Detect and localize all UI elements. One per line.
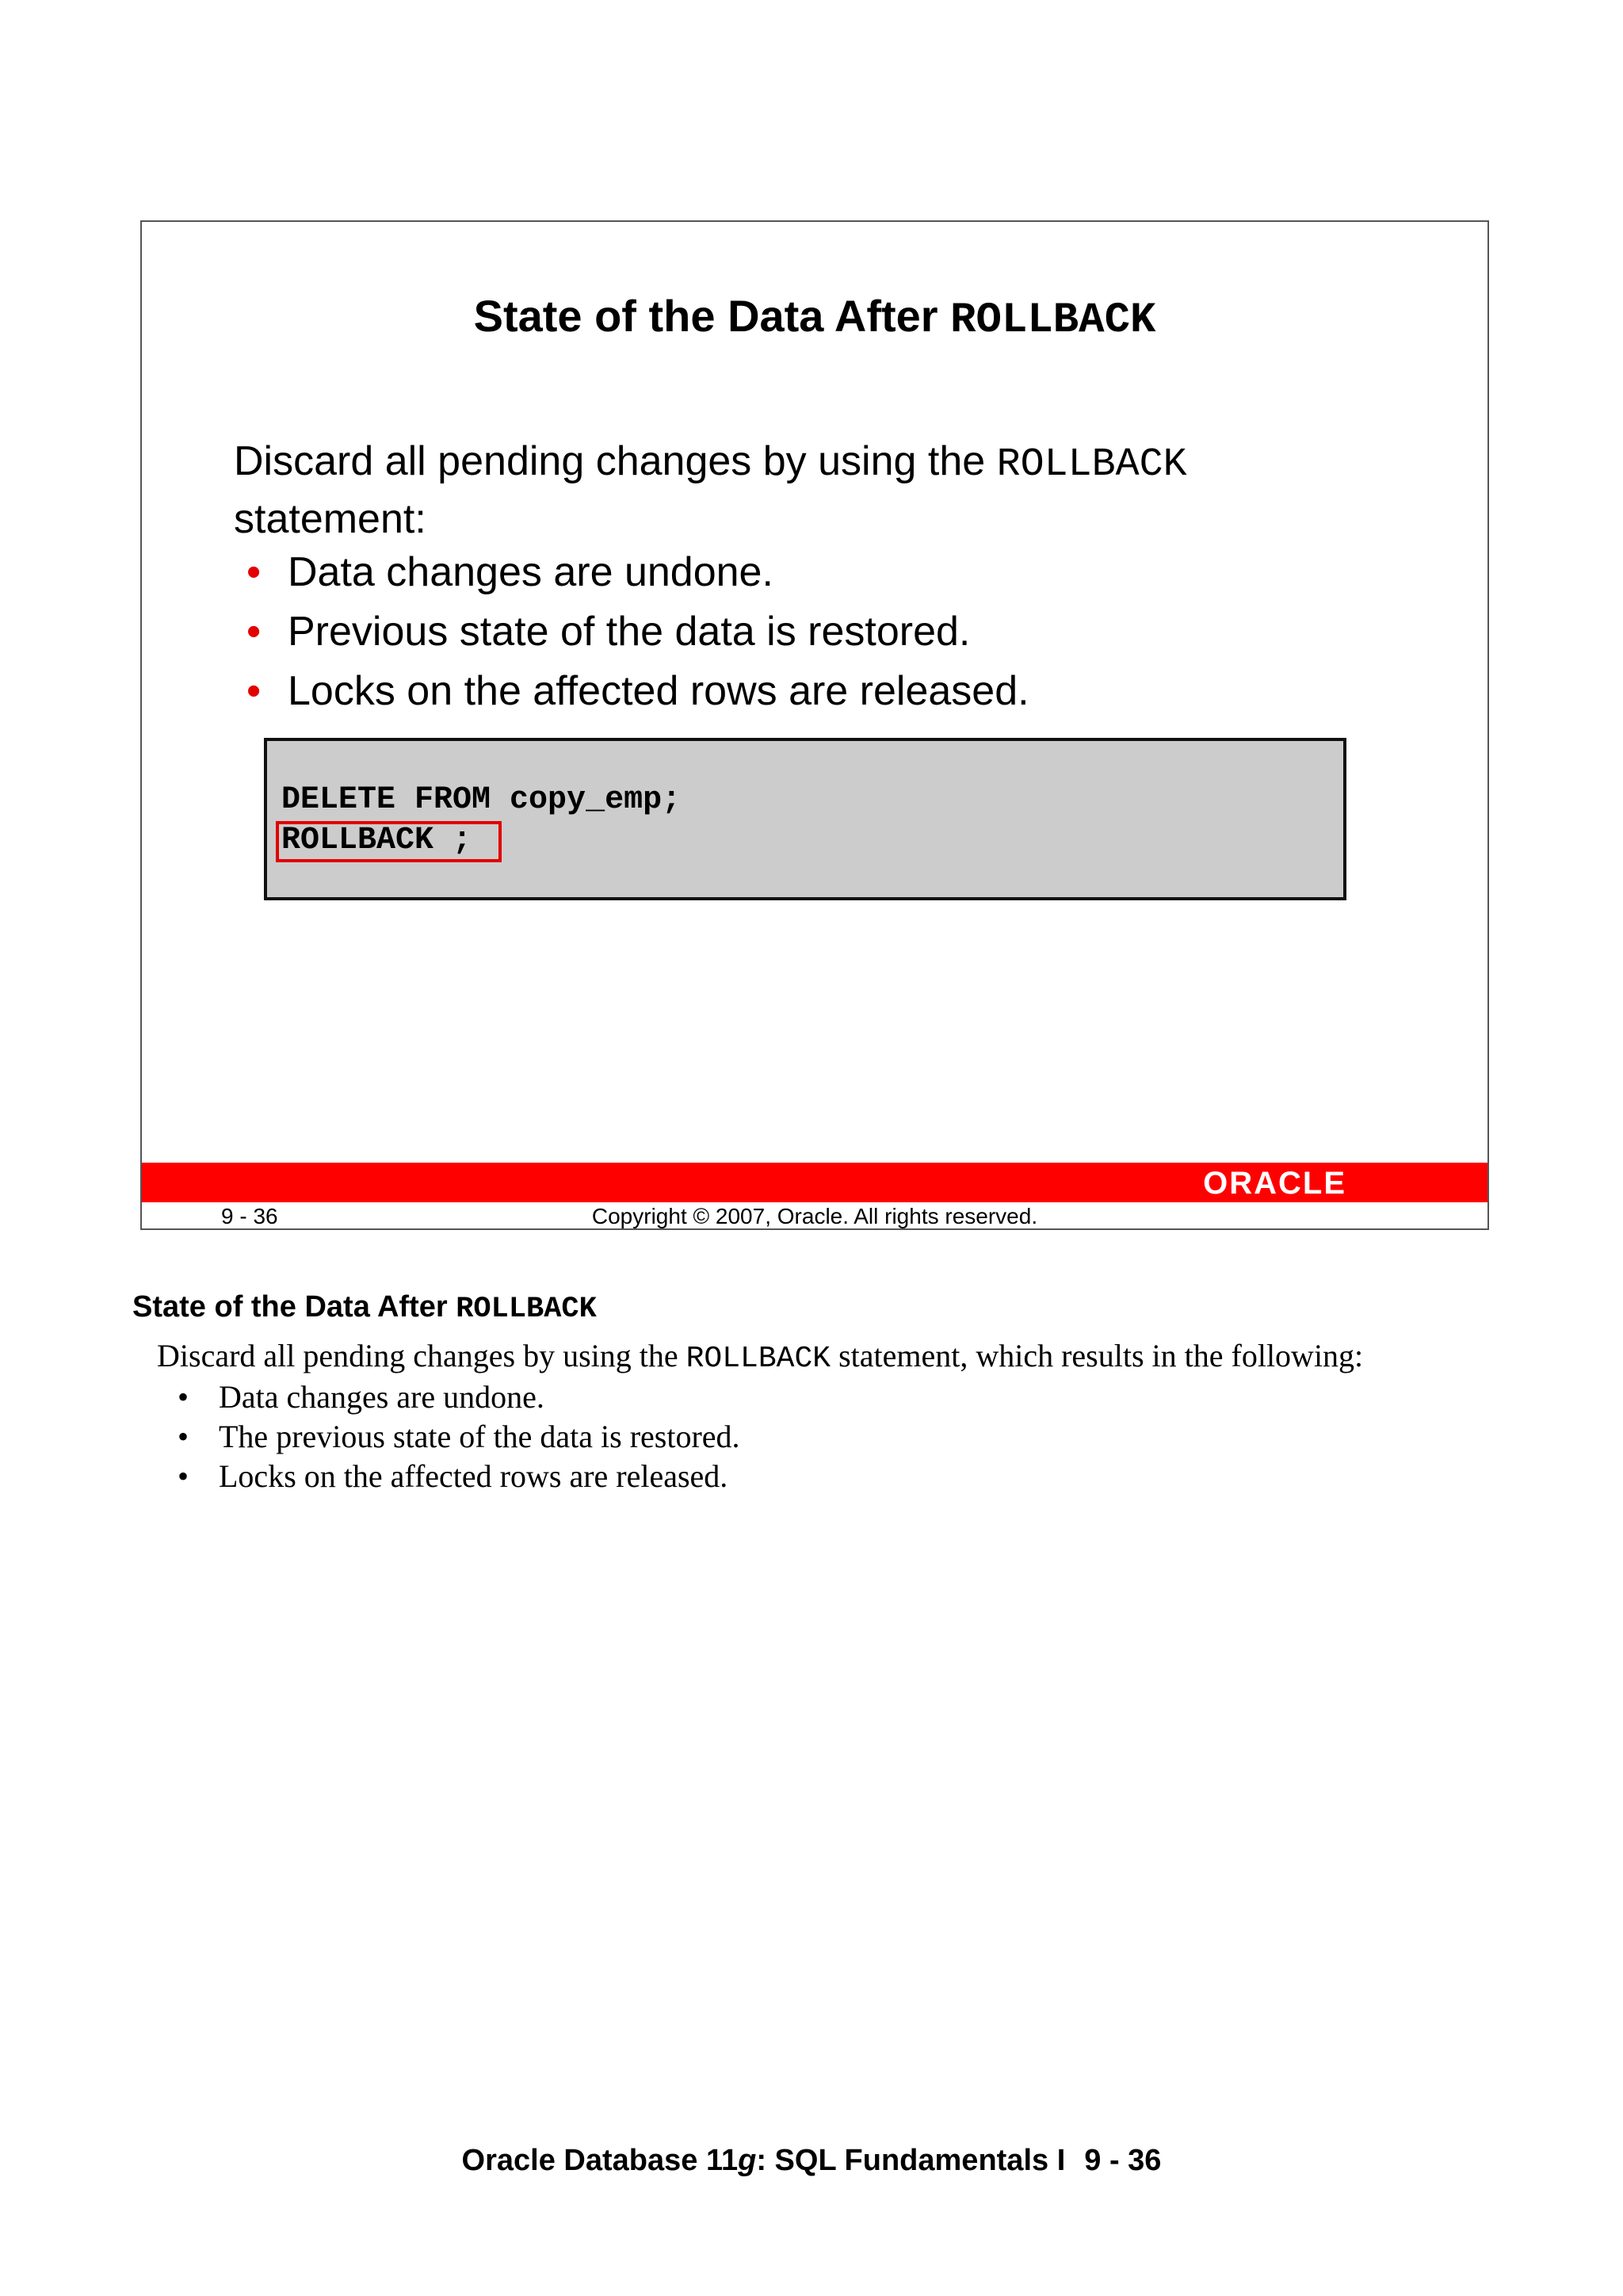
page-number: 9 - 36 bbox=[1084, 2144, 1162, 2177]
slide-footer-bar bbox=[142, 1163, 1487, 1202]
notes-intro-keyword: ROLLBACK bbox=[685, 1342, 831, 1376]
slide-intro-keyword: ROLLBACK bbox=[996, 442, 1187, 487]
notes-bullet bbox=[178, 1457, 740, 1496]
notes-bullet bbox=[178, 1377, 740, 1417]
bullet-icon: • bbox=[178, 1379, 189, 1415]
slide-title-text: State of the Data After bbox=[473, 291, 951, 341]
book-title-suffix: : SQL Fundamentals I bbox=[756, 2144, 1066, 2177]
notes-bullet-text: The previous state of the data is restored. bbox=[219, 1419, 740, 1454]
notes-intro-suffix: statement, which results in the following: bbox=[831, 1338, 1364, 1373]
slide-copyright: Copyright © 2007, Oracle. All rights reserved. bbox=[591, 1204, 1038, 1228]
code-line: DELETE FROM copy_emp; bbox=[281, 782, 682, 818]
code-highlight-box bbox=[276, 821, 502, 862]
slide-footer bbox=[142, 1202, 1487, 1230]
notes-heading-keyword: ROLLBACK bbox=[456, 1293, 597, 1326]
notes-intro bbox=[157, 1336, 1363, 1379]
slide-bullet bbox=[246, 543, 1029, 602]
slide-intro-text: Discard all pending changes by using the bbox=[234, 438, 997, 484]
notes-bullet-list bbox=[178, 1377, 740, 1496]
slide-bullet bbox=[246, 602, 1029, 662]
oracle-logo: ORACLE bbox=[1203, 1166, 1346, 1201]
book-title: Oracle Database 11 bbox=[461, 2144, 739, 2177]
bullet-icon: • bbox=[246, 668, 262, 714]
slide-bullet bbox=[246, 662, 1029, 721]
notes-bullet-text: Data changes are undone. bbox=[219, 1379, 544, 1415]
notes-intro-text: Discard all pending changes by using the bbox=[157, 1338, 686, 1373]
slide-frame bbox=[140, 220, 1489, 1230]
slide-intro bbox=[234, 434, 1343, 546]
slide-title-keyword: ROLLBACK bbox=[950, 296, 1156, 345]
book-title-italic: g bbox=[738, 2144, 757, 2177]
notes-bullet bbox=[178, 1417, 740, 1457]
slide-bullet-text: Data changes are undone. bbox=[288, 549, 773, 595]
slide-bullet-text: Locks on the affected rows are released. bbox=[288, 668, 1029, 714]
slide-page-number: 9 - 36 bbox=[221, 1204, 278, 1228]
bullet-icon: • bbox=[246, 609, 262, 655]
slide-bullet-text: Previous state of the data is restored. bbox=[288, 609, 971, 655]
slide-title bbox=[142, 288, 1487, 349]
notes-bullet-text: Locks on the affected rows are released. bbox=[219, 1458, 728, 1494]
notes-heading-text: State of the Data After bbox=[132, 1290, 456, 1324]
slide-bullet-list bbox=[246, 543, 1029, 721]
bullet-icon: • bbox=[246, 549, 262, 595]
code-line: ROLLBACK ; bbox=[281, 823, 472, 858]
slide-intro-suffix: statement: bbox=[234, 496, 426, 542]
code-block bbox=[264, 738, 1346, 900]
bullet-icon: • bbox=[178, 1458, 189, 1494]
bullet-icon: • bbox=[178, 1419, 189, 1454]
notes-heading bbox=[132, 1288, 597, 1328]
page-footer bbox=[0, 2141, 1623, 2179]
